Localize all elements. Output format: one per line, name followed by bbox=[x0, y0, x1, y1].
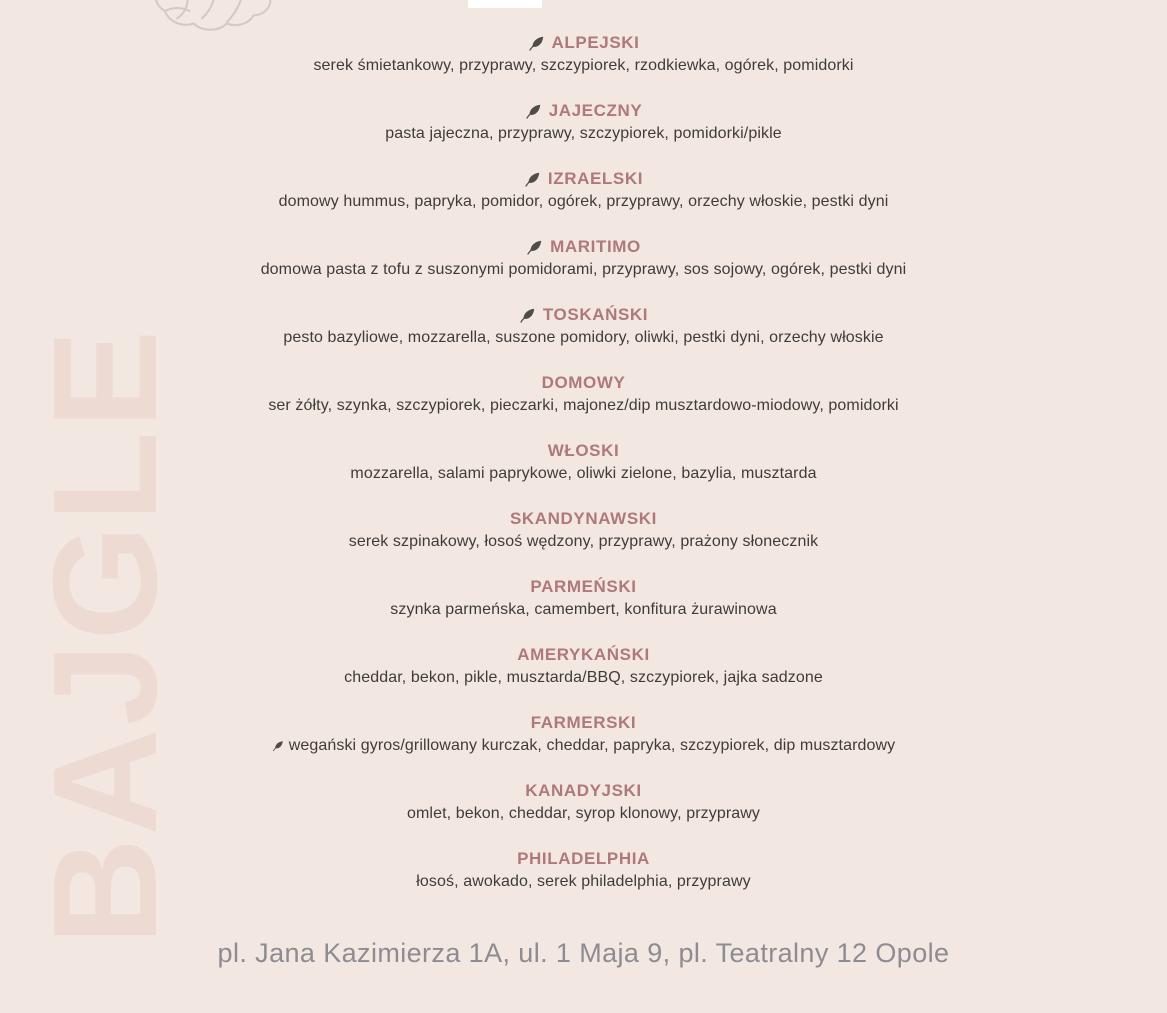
menu-item-ingredients: omlet, bekon, cheddar, syrop klonowy, przyprawy bbox=[406, 805, 760, 822]
menu-item-description bbox=[349, 532, 819, 552]
menu-item-name: AMERYKAŃSKI bbox=[517, 645, 650, 664]
menu-item-name: PARMEŃSKI bbox=[530, 577, 637, 596]
menu-item bbox=[350, 441, 816, 484]
leaf-icon bbox=[519, 307, 536, 324]
menu-item-name: MARITIMO bbox=[550, 237, 641, 256]
menu-item-description bbox=[261, 260, 907, 280]
menu-item-ingredients: łosoś, awokado, serek philadelphia, przyprawy bbox=[416, 873, 751, 890]
menu-item-description bbox=[416, 872, 750, 892]
menu-item-heading bbox=[385, 101, 781, 121]
menu-item-heading bbox=[407, 781, 760, 801]
menu-item bbox=[261, 237, 907, 280]
top-white-patch bbox=[468, 0, 542, 8]
menu-item-ingredients: domowa pasta z tofu z suszonymi pomidorami, przyprawy, sos sojowy, ogórek, pestki dyni bbox=[260, 261, 907, 278]
menu-item-ingredients: szynka parmeńska, camembert, konfitura żurawinowa bbox=[390, 601, 777, 618]
menu-item-ingredients: serek szpinakowy, łosoś wędzony, przyprawy, prażony słonecznik bbox=[348, 533, 819, 550]
menu-item-ingredients: cheddar, bekon, pikle, musztarda/BBQ, szczypiorek, jajka sadzone bbox=[344, 669, 823, 686]
menu-item-heading bbox=[261, 237, 907, 257]
menu-item bbox=[313, 33, 853, 76]
menu-item-heading bbox=[349, 509, 819, 529]
menu-item bbox=[279, 169, 889, 212]
menu-item-heading bbox=[279, 169, 889, 189]
menu-item-heading bbox=[313, 33, 853, 53]
menu-item-heading bbox=[390, 577, 776, 597]
menu-item-name: TOSKAŃSKI bbox=[542, 305, 649, 324]
menu-item-name: FARMERSKI bbox=[530, 713, 637, 732]
leaf-icon bbox=[524, 171, 541, 188]
menu-item-ingredients: ser żółty, szynka, szczypiorek, pieczarki, majonez/dip musztardowo-miodowy, pomidorki bbox=[268, 397, 899, 414]
menu-item-heading bbox=[350, 441, 816, 461]
menu-item-description bbox=[350, 464, 816, 484]
menu-item bbox=[268, 373, 898, 416]
menu-item-name: ALPEJSKI bbox=[551, 33, 640, 52]
leaf-icon bbox=[528, 35, 545, 52]
menu-item-name: KANADYJSKI bbox=[525, 781, 642, 800]
menu-item-name: JAJECZNY bbox=[548, 101, 643, 120]
menu-item-ingredients: serek śmietankowy, przyprawy, szczypiorek, rzodkiewka, ogórek, pomidorki bbox=[313, 57, 854, 74]
menu-item-heading bbox=[268, 373, 898, 393]
menu-item-name: WŁOSKI bbox=[547, 441, 620, 460]
menu-item bbox=[385, 101, 781, 144]
menu-item-heading bbox=[344, 645, 823, 665]
leaf-icon bbox=[526, 239, 543, 256]
menu-item-description bbox=[272, 736, 896, 756]
menu-item-description bbox=[385, 124, 781, 144]
menu-item-ingredients: pasta jajeczna, przyprawy, szczypiorek, pomidorki/pikle bbox=[385, 125, 782, 142]
menu-item bbox=[390, 577, 776, 620]
menu-item-description bbox=[279, 192, 889, 212]
menu-item-description bbox=[390, 600, 776, 620]
menu-item bbox=[344, 645, 823, 688]
menu-item bbox=[349, 509, 819, 552]
menu-item bbox=[416, 849, 750, 892]
menu-item-name: DOMOWY bbox=[541, 373, 626, 392]
menu-item bbox=[407, 781, 760, 824]
vertical-title-watermark: BAJGLE bbox=[23, 326, 188, 946]
menu-item-ingredients: mozzarella, salami paprykowe, oliwki zielone, bazylia, musztarda bbox=[350, 465, 817, 482]
menu-item-description bbox=[344, 668, 823, 688]
menu-item-ingredients: wegański gyros/grillowany kurczak, cheddar, papryka, szczypiorek, dip musztardowy bbox=[288, 737, 896, 754]
leaf-icon-small bbox=[272, 740, 284, 752]
menu-item-heading bbox=[283, 305, 883, 325]
menu-list bbox=[0, 33, 1167, 892]
menu-item-description bbox=[407, 804, 760, 824]
menu-item-heading bbox=[272, 713, 896, 733]
menu-item-name: SKANDYNAWSKI bbox=[509, 509, 657, 528]
menu-item bbox=[283, 305, 883, 348]
menu-item-ingredients: pesto bazyliowe, mozzarella, suszone pomidory, oliwki, pestki dyni, orzechy włoskie bbox=[283, 329, 884, 346]
menu-item-ingredients: domowy hummus, papryka, pomidor, ogórek, przyprawy, orzechy włoskie, pestki dyni bbox=[278, 193, 889, 210]
leaf-icon bbox=[525, 103, 542, 120]
footer-address: pl. Jana Kazimierza 1A, ul. 1 Maja 9, pl. Teatralny 12 Opole bbox=[217, 938, 950, 968]
menu-item-description bbox=[313, 56, 853, 76]
menu-item bbox=[272, 713, 896, 756]
menu-item-name: PHILADELPHIA bbox=[517, 849, 650, 868]
menu-item-description bbox=[283, 328, 883, 348]
menu-item-description bbox=[268, 396, 898, 416]
menu-item-heading bbox=[416, 849, 750, 869]
menu-item-name: IZRAELSKI bbox=[547, 169, 644, 188]
